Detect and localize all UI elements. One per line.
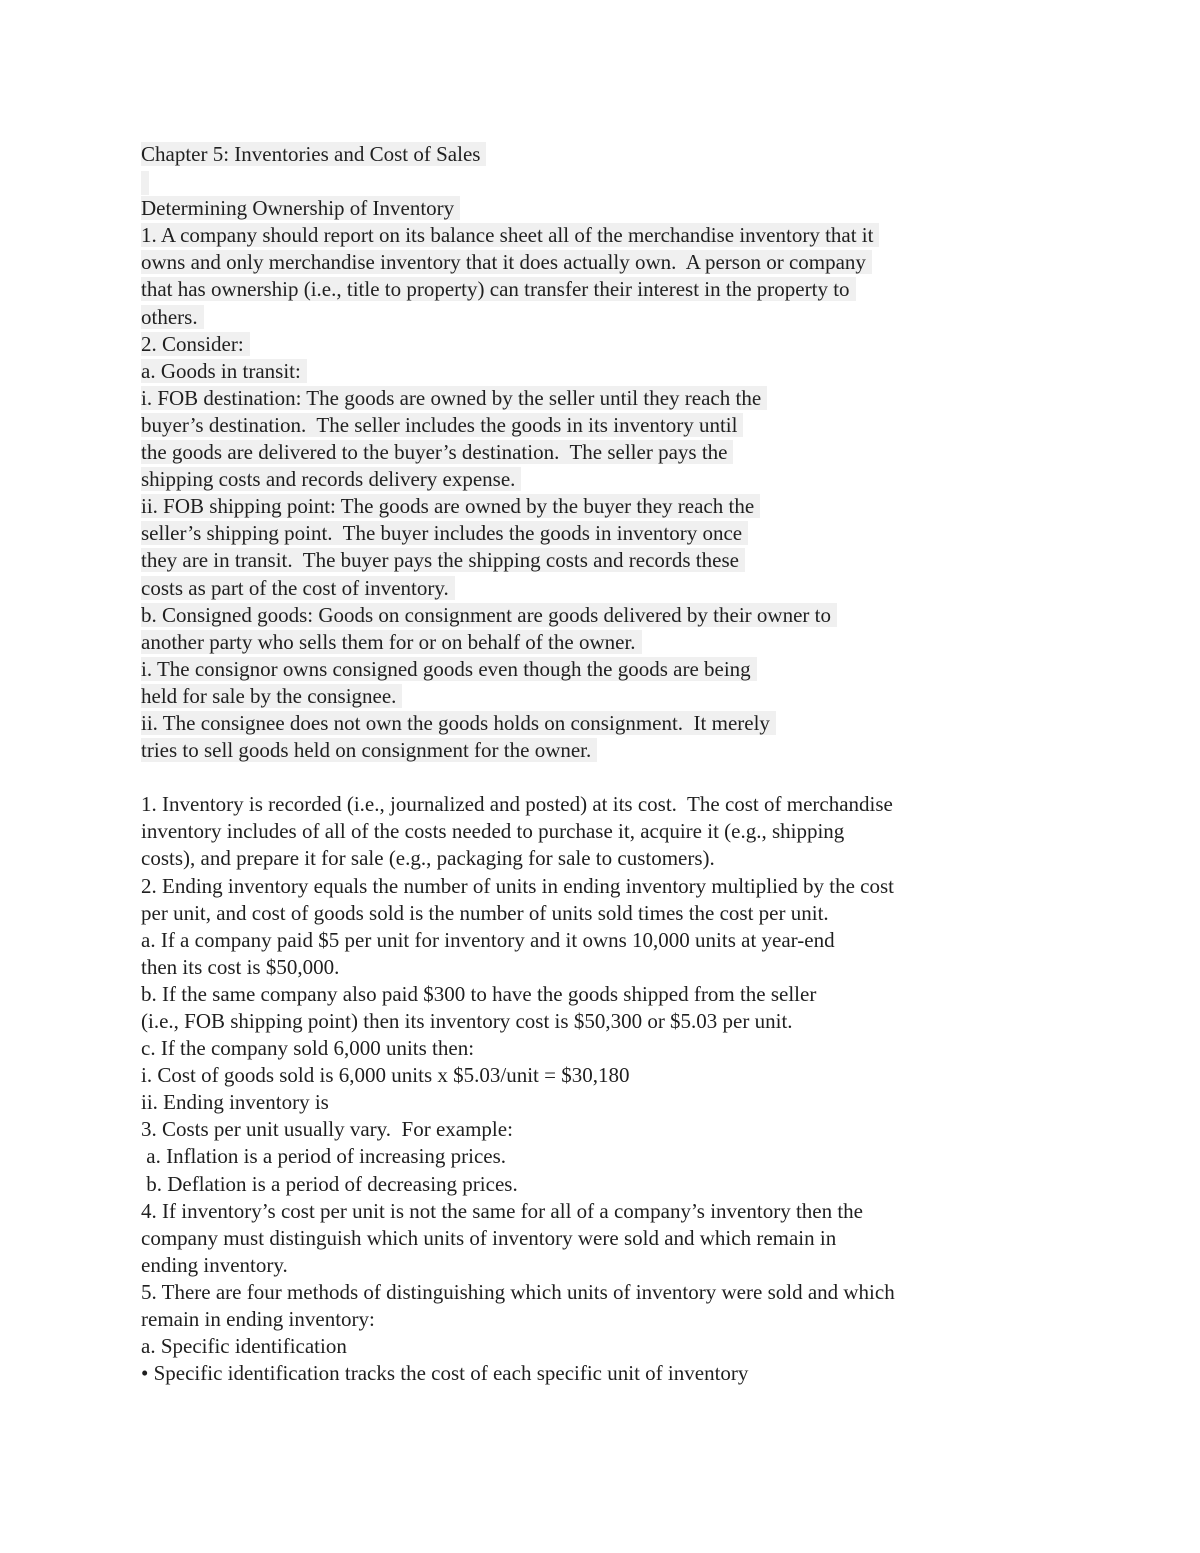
text-line-content: ending inventory. — [141, 1252, 288, 1277]
text-line — [141, 1333, 1041, 1360]
text-line — [141, 602, 1041, 629]
text-line-content: i. The consignor owns consigned goods even though the goods are being — [141, 657, 757, 681]
blank-line — [141, 764, 1041, 791]
text-line — [141, 656, 1041, 683]
text-line — [141, 1089, 1041, 1116]
text-line — [141, 1143, 1041, 1170]
text-line — [141, 927, 1041, 954]
text-line — [141, 954, 1041, 981]
text-line-content: 3. Costs per unit usually vary. For example: — [141, 1117, 513, 1142]
text-line — [141, 1116, 1041, 1143]
text-line — [141, 981, 1041, 1008]
document-page — [141, 141, 1041, 1387]
text-line-content: a. Goods in transit: — [141, 359, 307, 383]
text-line-content: the goods are delivered to the buyer’s destination. The seller pays the — [141, 440, 733, 464]
text-line-content: held for sale by the consignee. — [141, 684, 402, 708]
text-line-content: shipping costs and records delivery expense. — [141, 467, 521, 491]
text-line-content: i. FOB destination: The goods are owned by the seller until they reach the — [141, 386, 767, 410]
text-line-content: (i.e., FOB shipping point) then its inventory cost is $50,300 or $5.03 per unit. — [141, 1009, 793, 1033]
text-line — [141, 1198, 1041, 1225]
text-line — [141, 520, 1041, 547]
text-line — [141, 575, 1041, 602]
text-line — [141, 331, 1041, 358]
text-line — [141, 1252, 1041, 1279]
text-line — [141, 304, 1041, 331]
text-line — [141, 710, 1041, 737]
text-line — [141, 1225, 1041, 1252]
text-line — [141, 1279, 1041, 1306]
blank-line — [141, 168, 1041, 195]
chapter-title-text: Chapter 5: Inventories and Cost of Sales — [141, 142, 486, 166]
blank-highlight — [141, 171, 149, 195]
text-line-content: i. Cost of goods sold is 6,000 units x $5.03/unit = $30,180 — [141, 1063, 630, 1088]
text-line-content: remain in ending inventory: — [141, 1307, 375, 1332]
text-line-content: 2. Consider: — [141, 332, 250, 356]
text-line — [141, 873, 1041, 900]
text-line-content: c. If the company sold 6,000 units then: — [141, 1036, 475, 1061]
text-line — [141, 900, 1041, 927]
text-line-content: a. Inflation is a period of increasing prices. — [141, 1144, 507, 1169]
text-line-content: ii. The consignee does not own the goods holds on consignment. It merely — [141, 711, 776, 735]
text-line — [141, 493, 1041, 520]
text-line-content: another party who sells them for or on behalf of the owner. — [141, 630, 642, 654]
text-line-content: buyer’s destination. The seller includes the goods in its inventory until — [141, 413, 743, 437]
text-line-content: seller’s shipping point. The buyer includes the goods in inventory once — [141, 521, 748, 545]
text-line-content: company must distinguish which units of inventory were sold and which remain in — [141, 1225, 837, 1250]
text-line-content: then its cost is $50,000. — [141, 954, 340, 979]
text-line-content: b. Deflation is a period of decreasing prices. — [141, 1171, 518, 1196]
text-line-content: • Specific identification tracks the cost of each specific unit of inventory — [141, 1361, 749, 1386]
text-line-content: 2. Ending inventory equals the number of units in ending inventory multiplied by the cost — [141, 873, 894, 898]
text-line — [141, 629, 1041, 656]
text-line — [141, 1008, 1041, 1035]
text-line-content: they are in transit. The buyer pays the shipping costs and records these — [141, 548, 745, 572]
text-line — [141, 358, 1041, 385]
text-line-content: 4. If inventory’s cost per unit is not the same for all of a company’s inventory then the — [141, 1198, 863, 1223]
text-line — [141, 737, 1041, 764]
text-line — [141, 1171, 1041, 1198]
text-line — [141, 818, 1041, 845]
text-line — [141, 683, 1041, 710]
text-line — [141, 466, 1041, 493]
text-line — [141, 1360, 1041, 1387]
text-line — [141, 1306, 1041, 1333]
text-line-content: a. Specific identification — [141, 1334, 347, 1359]
text-line-content: a. If a company paid $5 per unit for inventory and it owns 10,000 units at year-end — [141, 927, 835, 952]
text-line-content: ii. Ending inventory is — [141, 1090, 329, 1115]
text-line-content: ii. FOB shipping point: The goods are owned by the buyer they reach the — [141, 494, 760, 518]
text-line — [141, 791, 1041, 818]
text-line-content: tries to sell goods held on consignment for the owner. — [141, 738, 597, 762]
text-line — [141, 1062, 1041, 1089]
text-line-content: others. — [141, 305, 204, 329]
text-line — [141, 276, 1041, 303]
text-line-content: that has ownership (i.e., title to property) can transfer their interest in the property to — [141, 277, 856, 301]
text-line — [141, 1035, 1041, 1062]
text-line-content: inventory includes of all of the costs needed to purchase it, acquire it (e.g., shipping — [141, 819, 845, 844]
text-line-content: b. If the same company also paid $300 to have the goods shipped from the seller — [141, 981, 817, 1006]
section-heading — [141, 195, 1041, 222]
text-line — [141, 845, 1041, 872]
text-line — [141, 547, 1041, 574]
text-line-content: b. Consigned goods: Goods on consignment are goods delivered by their owner to — [141, 603, 837, 627]
text-line — [141, 222, 1041, 249]
text-line-content: per unit, and cost of goods sold is the number of units sold times the cost per unit. — [141, 900, 829, 925]
text-line — [141, 412, 1041, 439]
text-line-content: owns and only merchandise inventory that it does actually own. A person or company — [141, 250, 872, 274]
text-line-content: 5. There are four methods of distinguishing which units of inventory were sold and which — [141, 1279, 895, 1304]
text-line-content: 1. A company should report on its balance sheet all of the merchandise inventory that it — [141, 223, 879, 247]
text-line-content: 1. Inventory is recorded (i.e., journalized and posted) at its cost. The cost of merchandise — [141, 792, 893, 817]
chapter-title — [141, 141, 1041, 168]
text-line — [141, 439, 1041, 466]
text-line-content: costs as part of the cost of inventory. — [141, 576, 455, 600]
text-line — [141, 249, 1041, 276]
text-line — [141, 385, 1041, 412]
text-line-content: costs), and prepare it for sale (e.g., packaging for sale to customers). — [141, 846, 715, 871]
section-heading-text: Determining Ownership of Inventory — [141, 196, 460, 220]
